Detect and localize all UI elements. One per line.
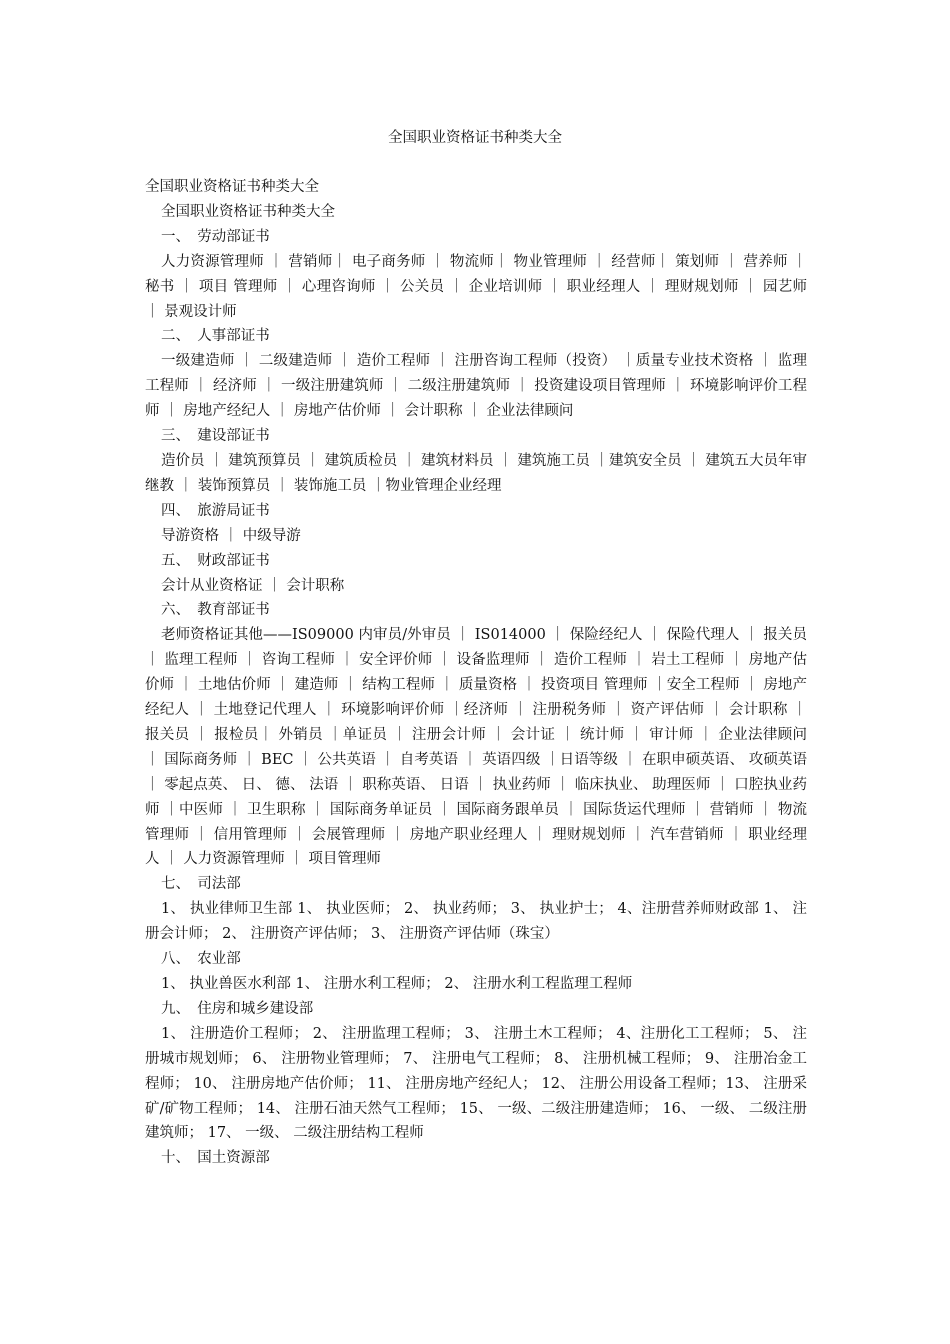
section-heading-6: 六、 教育部证书 [161,602,270,619]
section-body-8: 1、 执业兽医水利部 1、 注册水利工程师； 2、 注册水利工程监理工程师 [161,976,633,992]
section-body-2: 一级建造师 ｜ 二级建造师 ｜ 造价工程师 ｜ 注册咨询工程师（投资） ｜质量专业技术资格 ｜ 监理工程师 ｜ 经济师 ｜ 一级注册建筑师 ｜ 二级注册建筑师 ｜ 投资建设项目管理师 ｜ 环境影响评价工程师 ｜ 房地产经纪人 ｜ 房地产估价师 ｜ 会计职称 ｜ 企业法律顾问 [145,353,807,420]
section-heading-10: 十、 国土资源部 [161,1150,270,1167]
section-body-7: 1、 执业律师卫生部 1、 执业医师； 2、 执业药师； 3、 执业护士； 4、注册营养师财政部 1、 注册会计师； 2、 注册资产评估师； 3、 注册资产评估师（珠宝） [145,901,807,943]
section-heading-3: 三、 建设部证书 [161,428,270,445]
section-heading-1: 一、 劳动部证书 [161,228,270,245]
section-body-1: 人力资源管理师 ｜ 营销师｜ 电子商务师 ｜ 物流师｜ 物业管理师 ｜ 经营师｜ 策划师 ｜ 营养师 ｜ 秘书 ｜ 项目 管理师 ｜ 心理咨询师 ｜ 公关员 ｜ 企业培训师 ｜ 职业经理人 ｜ 理财规划师 ｜ 园艺师 ｜ 景观设计师 [145,253,807,320]
section-body-3: 造价员 ｜ 建筑预算员 ｜ 建筑质检员 ｜ 建筑材料员 ｜ 建筑施工员 ｜建筑安全员 ｜ 建筑五大员年审继教 ｜ 装饰预算员 ｜ 装饰施工员 ｜物业管理企业经理 [145,452,807,494]
section-body-6: 老师资格证其他——IS09000 内审员/外审员 ｜ IS014000 ｜ 保险经纪人 ｜ 保险代理人 ｜ 报关员 ｜ 监理工程师 ｜ 咨询工程师 ｜ 安全评价师 ｜ 设备监理师 ｜ 造价工程师 ｜ 岩土工程师 ｜ 房地产估价师 ｜ 土地估价师 ｜ 建造师 ｜ 结构工程师 ｜ 质量资格 ｜ 投资项目 管理师 ｜安全工程师 ｜ 房地产经纪人 ｜ 土地登记代理人 ｜ 环境影响评价师 ｜经济师 ｜ 注册税务师 ｜ 资产评估师 ｜ 会计职称 ｜ 报关员 ｜ 报检员｜ 外销员 ｜单证员 ｜ 注册会计师 ｜ 会计证 ｜ 统计师 ｜ 审计师 ｜ 企业法律顾问 ｜ 国际商务师 ｜ BEC ｜ 公共英语 ｜ 自考英语 ｜ 英语四级 ｜日语等级 ｜ 在职申硕英语、 攻硕英语 ｜ 零起点英、 日、 德、 法语 ｜ 职称英语、 日语 ｜ 执业药师 ｜ 临床执业、 助理医师 ｜ 口腔执业药师 ｜中医师 ｜ 卫生职称 ｜ 国际商务单证员 ｜ 国际商务跟单员 ｜ 国际货运代理师 ｜ 营销师 ｜ 物流管理师 ｜ 信用管理师 ｜ 会展管理师 ｜ 房地产职业经理人 ｜ 理财规划师 ｜ 汽车营销师 ｜ 职业经理人 ｜ 人力资源管理师 ｜ 项目管理师 [145,627,807,868]
section-body-5: 会计从业资格证 ｜ 会计职称 [161,577,345,594]
section-body-4: 导游资格 ｜ 中级导游 [161,527,301,544]
document-body [145,175,807,1171]
document-title: 全国职业资格证书种类大全 [388,130,562,146]
paragraph-main-title: 全国职业资格证书种类大全 [145,179,319,195]
section-heading-7: 七、 司法部 [161,876,241,893]
section-heading-4: 四、 旅游局证书 [161,502,270,519]
section-heading-2: 二、 人事部证书 [161,328,270,345]
paragraph-subtitle: 全国职业资格证书种类大全 [161,203,335,220]
section-heading-5: 五、 财政部证书 [161,552,270,569]
section-heading-9: 九、 住房和城乡建设部 [161,1000,314,1017]
section-body-9: 1、 注册造价工程师； 2、 注册监理工程师； 3、 注册土木工程师； 4、注册化工工程师； 5、 注册城市规划师； 6、 注册物业管理师； 7、 注册电气工程师； 8、 注册机械工程师； 9、 注册冶金工程师； 10、 注册房地产估价师； 11、 注册房地产经纪人； 12、 注册公用设备工程师；13、 注册采矿/矿物工程师； 14、 注册石油天然气工程师； 15、 一级、二级注册建造师； 16、 一级、 二级注册建筑师； 17、 一级、 二级注册结构工程师 [145,1025,807,1142]
section-heading-8: 八、 农业部 [161,951,241,968]
